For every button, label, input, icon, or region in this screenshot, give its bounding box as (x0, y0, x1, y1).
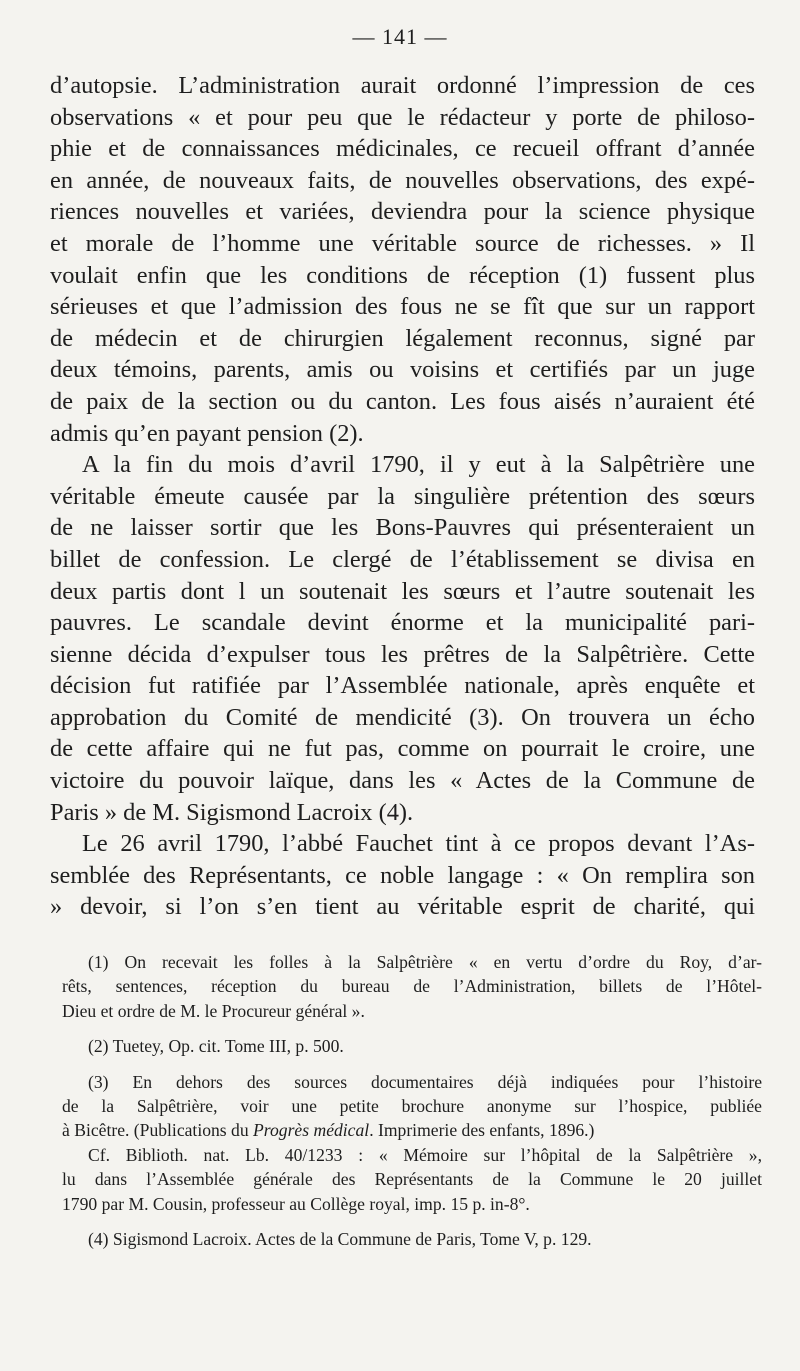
text-line: victoire du pouvoir laïque, dans les « Actes de la Commune de (50, 767, 755, 795)
text-line: phie et de connaissances médicinales, ce recueil offrant d’année (50, 135, 755, 163)
text-line: semblée des Représentants, ce noble langage : « On remplira son (50, 861, 755, 889)
page-number: — 141 — (352, 24, 448, 49)
text-line: de cette affaire qui ne fut pas, comme on pourrait le croire, une (50, 735, 755, 763)
footnote-line: lu dans l’Assemblée générale des Représentants de la Commune le 20 juillet (62, 1169, 762, 1190)
text-line: Paris » de M. Sigismond Lacroix (4). (50, 798, 414, 826)
text-line: décision fut ratifiée par l’Assemblée nationale, après enquête et (50, 672, 755, 700)
footnote (62, 950, 762, 1023)
footnote-line: (3) En dehors des sources documentaires déjà indiquées pour l’histoire (88, 1071, 762, 1092)
paragraph (50, 828, 755, 923)
footnotes (62, 950, 762, 1251)
footnote-line: à Bicêtre. (Publications du Progrès médical. Imprimerie des enfants, 1896.) (62, 1120, 595, 1141)
text-line: Le 26 avril 1790, l’abbé Fauchet tint à ce propos devant l’As- (82, 830, 755, 858)
text-line: » devoir, si l’on s’en tient au véritable esprit de charité, qui (50, 893, 755, 921)
text-line: pauvres. Le scandale devint énorme et la municipalité pari- (50, 609, 755, 637)
text-line: approbation du Comité de mendicité (3). On trouvera un écho (50, 703, 755, 731)
footnote-spacer (62, 1023, 762, 1034)
footnote-spacer (62, 1216, 762, 1227)
footnote-line: (2) Tuetey, Op. cit. Tome III, p. 500. (88, 1036, 344, 1057)
footnote-line: (4) Sigismond Lacroix. Actes de la Commune de Paris, Tome V, p. 129. (88, 1228, 592, 1249)
text-line: en année, de nouveaux faits, de nouvelles observations, des expé- (50, 166, 755, 194)
footnote-line: Dieu et ordre de M. le Procureur général ». (62, 1000, 365, 1021)
text-line: A la fin du mois d’avril 1790, il y eut à la Salpêtrière une (82, 451, 755, 479)
text-line: admis qu’en payant pension (2). (50, 419, 364, 447)
text-line: de médecin et de chirurgien légalement reconnus, signé par (50, 324, 755, 352)
paragraph (50, 70, 755, 449)
footnote-line: (1) On recevait les folles à la Salpêtrière « en vertu d’ordre du Roy, d’ar- (88, 952, 762, 972)
text-line: de paix de la section ou du canton. Les fous aisés n’auraient été (50, 387, 755, 415)
main-text (50, 70, 755, 923)
footnote-spacer (62, 1059, 762, 1070)
paragraph (50, 449, 755, 828)
text-line: voulait enfin que les conditions de réception (1) fussent plus (50, 261, 755, 289)
text-line: riences nouvelles et variées, deviendra pour la science physique (50, 198, 755, 226)
text-line: sienne décida d’expulser tous les prêtres de la Salpêtrière. Cette (50, 640, 755, 668)
text-line: de ne laisser sortir que les Bons-Pauvres qui présenteraient un (50, 514, 755, 542)
text-line: et morale de l’homme une véritable source de richesses. » Il (50, 229, 755, 257)
text-line: d’autopsie. L’administration aurait ordonné l’impression de ces (50, 72, 755, 99)
text-line: véritable émeute causée par la singulière prétention des sœurs (50, 482, 755, 510)
footnote (62, 1034, 762, 1058)
text-line: deux témoins, parents, amis ou voisins et certifiés par un juge (50, 356, 755, 384)
footnote (62, 1070, 762, 1216)
text-line: sérieuses et que l’admission des fous ne se fît que sur un rapport (50, 293, 755, 321)
footnote-line: 1790 par M. Cousin, professeur au Collège royal, imp. 15 p. in-8°. (62, 1193, 530, 1214)
text-line: observations « et pour peu que le rédacteur y porte de philoso- (50, 103, 755, 131)
footnote-line: de la Salpêtrière, voir une petite brochure anonyme sur l’hospice, publiée (62, 1095, 762, 1116)
text-line: billet de confession. Le clergé de l’établissement se divisa en (50, 545, 755, 573)
text-line: deux partis dont l un soutenait les sœurs et l’autre soutenait les (50, 577, 755, 605)
footnote-line: rêts, sentences, réception du bureau de l’Administration, billets de l’Hôtel- (62, 976, 762, 997)
footnote-line: Cf. Biblioth. nat. Lb. 40/1233 : « Mémoire sur l’hôpital de la Salpêtrière », (88, 1144, 762, 1165)
footnote (62, 1227, 762, 1251)
